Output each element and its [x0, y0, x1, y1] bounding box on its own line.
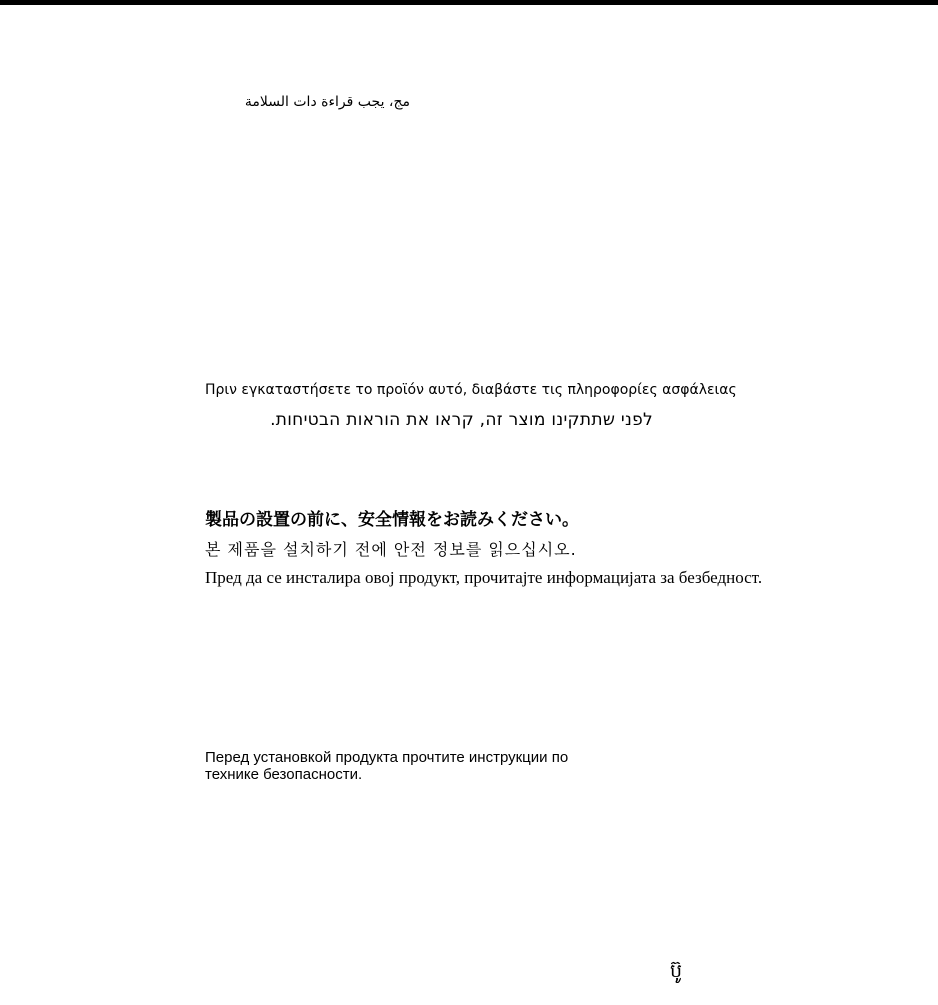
macedonian-safety-notice: Пред да се инсталира овој продукт, прочитајте информацијата за безбедност.	[205, 568, 763, 587]
russian-notice-line-1: Перед установкой продукта прочтите инструкции по	[205, 749, 569, 766]
russian-notice-line-2: технике безопасности.	[205, 766, 363, 783]
bottom-script-glyph: ប៊ូ	[670, 960, 683, 982]
korean-safety-notice: 본 제품을 설치하기 전에 안전 정보를 읽으십시오.	[205, 540, 577, 559]
russian-safety-notice	[205, 749, 568, 783]
japanese-safety-notice: 製品の設置の前に、安全情報をお読みください。	[205, 510, 579, 530]
greek-safety-notice: Πριν εγκαταστήσετε το προϊόν αυτό, διαβάστε τις πληροφορίες ασφάλειας	[205, 382, 737, 398]
hebrew-safety-notice: לפני שתתקינו מוצר זה, קראו את הוראות הבטיחות.	[270, 410, 653, 430]
arabic-safety-notice: مج، يجب قراءة دات السلامة	[244, 94, 410, 110]
top-rule	[0, 0, 938, 5]
